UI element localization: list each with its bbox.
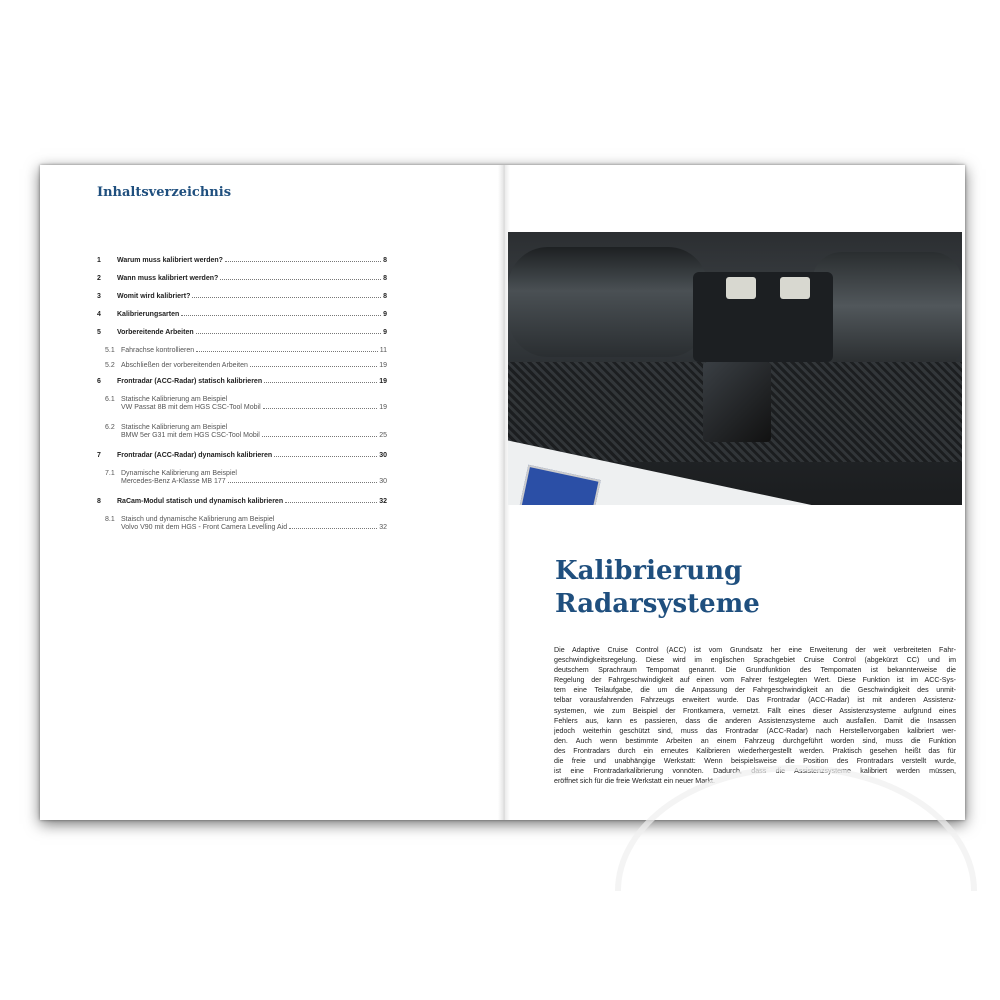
toc-page: 8 <box>383 257 387 264</box>
toc-label: Staisch und dynamische Kalibrierung am Beispiel <box>121 515 275 523</box>
toc-label: Statische Kalibrierung am Beispiel <box>121 423 228 431</box>
toc-leader <box>264 382 377 383</box>
toc-label: Vorbereitende Arbeiten <box>117 329 194 336</box>
toc-number: 4 <box>97 311 101 318</box>
toc-number: 6.2 <box>105 423 115 431</box>
toc-page: 19 <box>379 362 387 370</box>
toc-number: 5 <box>97 329 101 336</box>
toc-number: 6.1 <box>105 395 115 403</box>
toc-page: 25 <box>379 431 387 439</box>
body-line: systemen, wie zum Beispiel der Frontkamera, vernetzt. Fällt eines dieser Assistenzsysteme aufgrund eines <box>554 706 956 715</box>
toc-leader <box>289 528 377 529</box>
toc-entry[interactable] <box>97 293 387 300</box>
toc-entry[interactable] <box>97 498 387 505</box>
toc-label: Womit wird kalibriert? <box>117 293 191 300</box>
toc-entry[interactable] <box>97 470 387 485</box>
toc-page: 19 <box>379 403 387 411</box>
toc-entry[interactable] <box>97 347 387 354</box>
body-line: tem eine Teilaufgabe, die um die Anpassung der Fahrgeschwindigkeit an die Geschwindigkeit des unmit- <box>554 686 956 695</box>
toc-number: 7.1 <box>105 469 115 477</box>
body-line: jedoch weiterhin geschützt sind, muss das Frontradar (ACC-Radar) nach Herstellervorgaben kalibriert wer- <box>554 726 956 735</box>
toc-page: 9 <box>383 329 387 336</box>
toc-label: Abschließen der vorbereitenden Arbeiten <box>121 362 248 370</box>
toc-number: 8 <box>97 497 101 505</box>
radar-unit <box>703 362 771 442</box>
toc-number: 7 <box>97 451 101 459</box>
toc-entry[interactable] <box>97 516 387 531</box>
body-line: des Frontradars durch ein erneutes Kalibrieren wiederhergestellt werden. Praktisch gesehen heißt das für <box>554 746 956 755</box>
toc-leader <box>285 502 377 503</box>
toc-leader <box>196 351 378 352</box>
body-line: Die Adaptive Cruise Control (ACC) ist vom Grundsatz her eine Erweiterung der weit verbreiteten Fahr- <box>554 646 956 654</box>
body-line: ist eine Frontradarkalibrierung vonnöten. Dadurch, dass die Assistenzsysteme kalibriert werden müssen, <box>554 767 956 776</box>
toc-entry[interactable] <box>97 329 387 336</box>
toc-entry[interactable] <box>97 362 387 369</box>
toc-label: Frontradar (ACC-Radar) dynamisch kalibrieren <box>117 451 273 459</box>
toc-entry[interactable] <box>97 311 387 318</box>
toc-label: Wann muss kalibriert werden? <box>117 275 219 282</box>
toc-entry[interactable] <box>97 257 387 264</box>
toc-number: 3 <box>97 293 101 300</box>
table-of-contents <box>97 257 387 544</box>
body-line: telbar vorausfahrenden Fahrzeugs erweitert wurde. Das Frontradar (ACC-Radar) ist mit anderen Assistenz- <box>554 696 956 705</box>
body-line: deutschem Sprachraum Tempomat genannt. Die Grundfunktion des Tempomaten ist bekannterweise die <box>554 666 956 675</box>
toc-number: 8.1 <box>105 515 115 523</box>
toc-title: Inhaltsverzeichnis <box>97 185 232 200</box>
toc-label-2: Volvo V90 mit dem HGS - Front Camera Levelling Aid <box>121 523 288 531</box>
toc-page: 8 <box>383 293 387 300</box>
body-line: eröffnet sich für die freie Werkstatt ein neuer Markt. <box>554 777 715 786</box>
toc-label-2: Mercedes-Benz A-Klasse MB 177 <box>121 477 226 485</box>
toc-leader <box>250 366 377 367</box>
toc-label-2: VW Passat 8B mit dem HGS CSC-Tool Mobil <box>121 403 261 411</box>
toc-entry[interactable] <box>97 424 387 439</box>
toc-label: Fahrachse kontrollieren <box>121 347 195 354</box>
toc-label-2: BMW 5er G31 mit dem HGS CSC-Tool Mobil <box>121 431 260 439</box>
toc-label: Kalibrierungsarten <box>117 311 180 318</box>
toc-leader <box>228 482 378 483</box>
toc-label: RaCam-Modul statisch und dynamisch kalibrieren <box>117 497 284 505</box>
toc-entry[interactable] <box>97 396 387 411</box>
toc-number: 5.1 <box>105 347 115 354</box>
body-line: Regelung der Fahrgeschwindigkeit auf einen vom Fahrer festgelegten Wert. Diese Funktion ist im ACC-Sys- <box>554 676 956 685</box>
toc-page: 30 <box>379 451 387 459</box>
toc-leader <box>196 333 381 334</box>
heading-line-2: Radarsysteme <box>555 589 760 619</box>
toc-label: Dynamische Kalibrierung am Beispiel <box>121 469 237 477</box>
body-line: Fehlers aus, kann es passieren, dass die anderen Assistenzsysteme auch ausfallen. Damit die Insassen <box>554 716 956 725</box>
toc-entry[interactable] <box>97 378 387 385</box>
toc-number: 1 <box>97 257 101 264</box>
toc-leader <box>181 315 381 316</box>
heading-line-1: Kalibrierung <box>555 556 743 586</box>
booklet-spread <box>40 165 965 820</box>
toc-number: 2 <box>97 275 101 282</box>
body-line: geschwindigkeitsregelung. Diese wird im englischen Sprachgebiet Cruise Control (abgekürzt CC) und im <box>554 656 956 665</box>
toc-number: 6 <box>97 377 101 385</box>
toc-leader <box>225 261 381 262</box>
toc-page: 30 <box>379 477 387 485</box>
toc-label: Statische Kalibrierung am Beispiel <box>121 395 228 403</box>
toc-leader <box>262 436 377 437</box>
body-text <box>554 645 956 786</box>
toc-page: 19 <box>379 377 387 385</box>
toc-leader <box>220 279 381 280</box>
toc-leader <box>263 408 378 409</box>
toc-leader <box>192 297 381 298</box>
body-line: die freie und unabhängige Werkstatt: Wenn beispielsweise die Position des Frontradars verstellt wurde, <box>554 757 956 766</box>
toc-page: 8 <box>383 275 387 282</box>
toc-entry[interactable] <box>97 275 387 282</box>
toc-page: 32 <box>379 497 387 505</box>
chapter-heading <box>555 555 760 621</box>
toc-entry[interactable] <box>97 452 387 459</box>
toc-label: Warum muss kalibriert werden? <box>117 257 223 264</box>
body-line: den. Auch wenn bestimmte Arbeiten an einem Fahrzeug durchgeführt worden sind, muss die Funktion <box>554 736 956 745</box>
toc-page: 9 <box>383 311 387 318</box>
toc-number: 5.2 <box>105 362 115 370</box>
toc-page: 11 <box>379 347 387 354</box>
radar-sensor-photo <box>508 232 962 505</box>
toc-page: 32 <box>379 523 387 531</box>
toc-leader <box>274 456 377 457</box>
toc-label: Frontradar (ACC-Radar) statisch kalibrieren <box>117 377 263 385</box>
